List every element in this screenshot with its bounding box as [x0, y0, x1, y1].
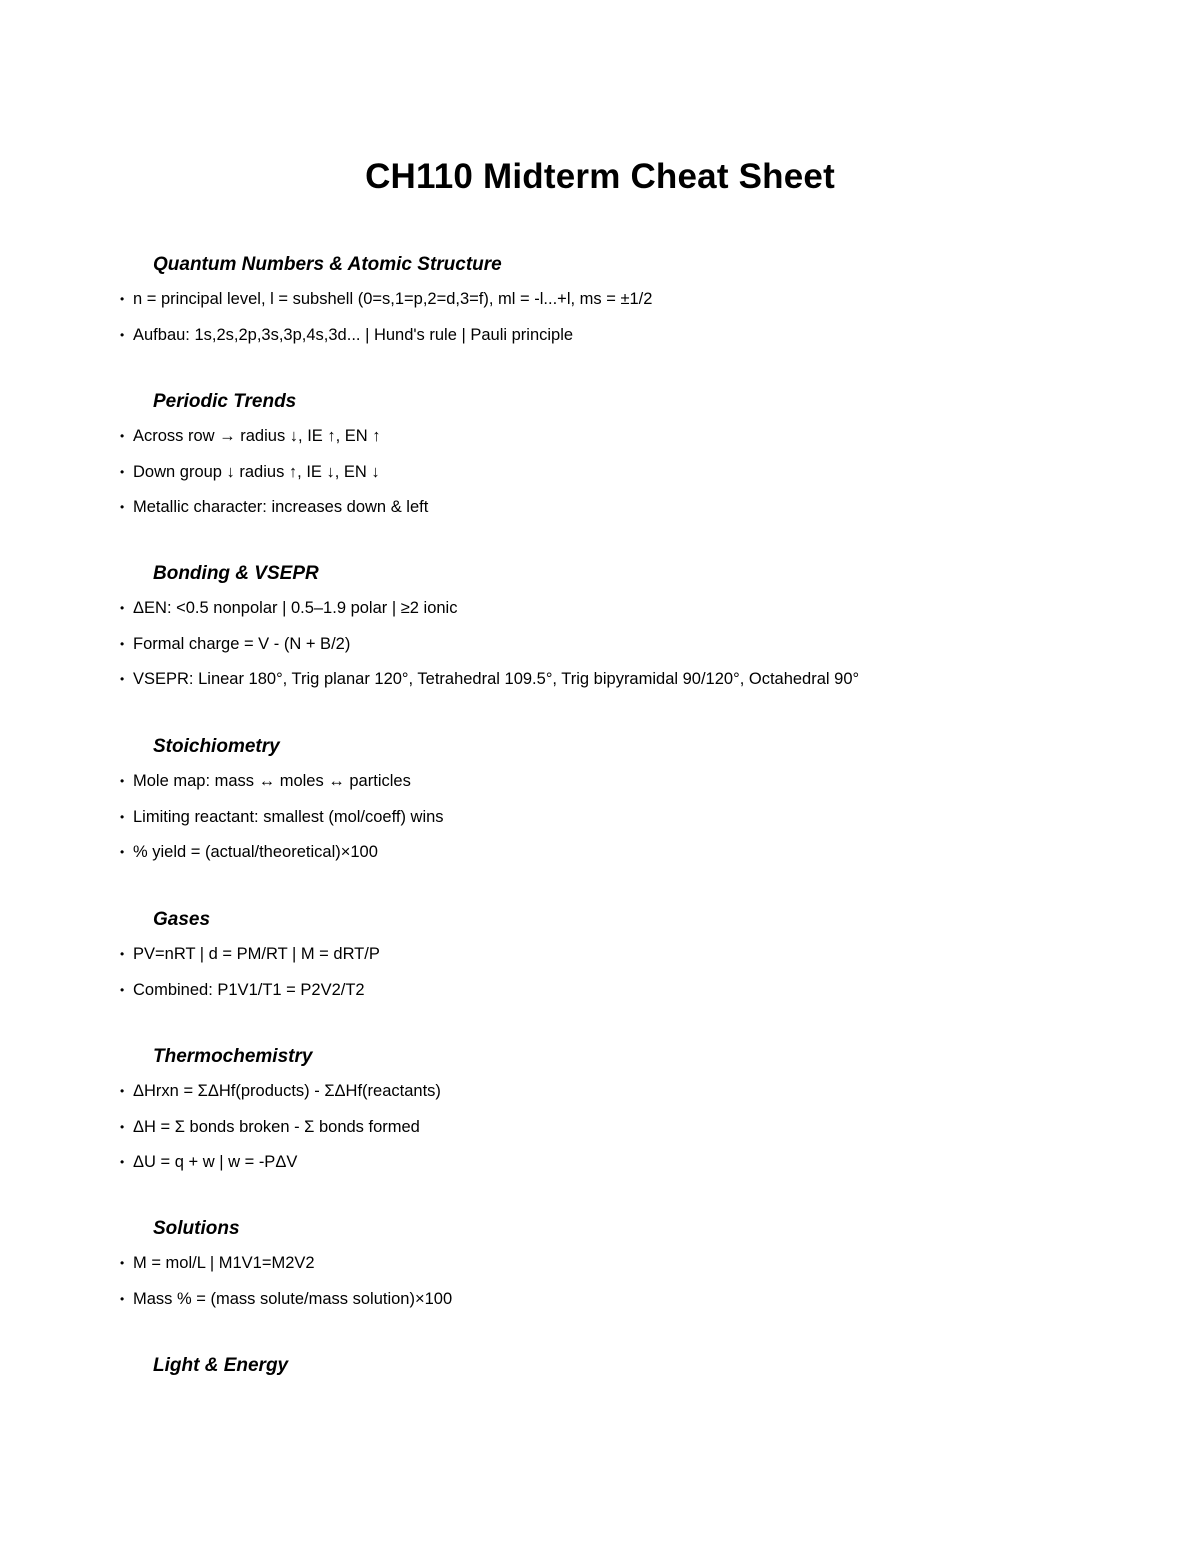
section-heading: Bonding & VSEPR [153, 563, 319, 584]
bullet-item [120, 806, 444, 828]
bullet-icon: • [120, 429, 125, 443]
bullet-icon: • [120, 1155, 125, 1169]
bullet-item [120, 1080, 441, 1102]
bullet-icon: • [120, 327, 125, 342]
bullet-item [120, 1151, 297, 1173]
bullet-icon: • [120, 1119, 125, 1134]
bullet-icon: • [120, 774, 125, 788]
section-heading: Thermochemistry [153, 1046, 313, 1067]
section-heading: Stoichiometry [153, 736, 280, 757]
bullet-item [120, 979, 365, 1001]
bullet-item [120, 1252, 315, 1274]
bullet-icon: • [120, 601, 125, 615]
bullet-text: PV=nRT | d = PM/RT | M = dRT/P [133, 945, 380, 963]
bullet-text: ΔEN: <0.5 nonpolar | 0.5–1.9 polar | ≥2 ionic [133, 599, 458, 617]
section-heading: Solutions [153, 1218, 240, 1239]
bullet-icon: • [120, 982, 125, 997]
bullet-icon: • [120, 1084, 125, 1098]
bullet-item [120, 1116, 420, 1138]
bullet-icon: • [120, 845, 125, 859]
bullet-text: ΔH = Σ bonds broken - Σ bonds formed [133, 1117, 420, 1136]
bullet-text: % yield = (actual/theoretical)×100 [133, 843, 378, 861]
bullet-text: Limiting reactant: smallest (mol/coeff) wins [133, 807, 444, 826]
bullet-text: n = principal level, l = subshell (0=s,1=p,2=d,3=f), ml = -l...+l, ms = ±1/2 [133, 290, 653, 308]
bullet-icon: • [120, 292, 125, 306]
bullet-item [120, 943, 380, 965]
bullet-item [120, 461, 380, 483]
bullet-icon: • [120, 947, 125, 961]
bullet-text: VSEPR: Linear 180°, Trig planar 120°, Tetrahedral 109.5°, Trig bipyramidal 90/120°, Octahedral 90° [133, 670, 860, 688]
bullet-item [120, 324, 573, 346]
section-heading: Quantum Numbers & Atomic Structure [153, 254, 502, 275]
bullet-item [120, 288, 652, 310]
bullet-item [120, 597, 457, 619]
bullet-icon: • [120, 1256, 125, 1270]
bullet-item [120, 496, 428, 518]
bullet-text: Mole map: mass ↔ moles ↔ particles [133, 772, 411, 790]
bullet-text: ΔU = q + w | w = -PΔV [133, 1153, 298, 1171]
bullet-item [120, 770, 411, 792]
bullet-text: Aufbau: 1s,2s,2p,3s,3p,4s,3d... | Hund's rule | Pauli principle [133, 325, 574, 344]
page-title: CH110 Midterm Cheat Sheet [365, 157, 835, 196]
section-heading: Periodic Trends [153, 391, 297, 412]
bullet-icon: • [120, 672, 125, 686]
bullet-item [120, 1288, 452, 1310]
bullet-item [120, 841, 378, 863]
bullet-text: Across row → radius ↓, IE ↑, EN ↑ [133, 427, 381, 445]
bullet-icon: • [120, 1291, 125, 1306]
bullet-text: Down group ↓ radius ↑, IE ↓, EN ↓ [133, 462, 380, 481]
bullet-text: Formal charge = V - (N + B/2) [133, 634, 351, 653]
bullet-icon: • [120, 809, 125, 824]
section-heading: Gases [153, 909, 211, 930]
bullet-text: Combined: P1V1/T1 = P2V2/T2 [133, 980, 365, 999]
bullet-icon: • [120, 464, 125, 479]
bullet-item [120, 668, 859, 690]
section-heading: Light & Energy [153, 1355, 289, 1376]
bullet-icon: • [120, 500, 125, 514]
bullet-item [120, 633, 350, 655]
bullet-icon: • [120, 636, 125, 651]
bullet-text: Mass % = (mass solute/mass solution)×100 [133, 1289, 453, 1308]
bullet-text: Metallic character: increases down & left [133, 498, 429, 516]
bullet-text: M = mol/L | M1V1=M2V2 [133, 1254, 315, 1272]
bullet-text: ΔHrxn = ΣΔHf(products) - ΣΔHf(reactants) [133, 1082, 441, 1100]
bullet-item [120, 425, 381, 447]
